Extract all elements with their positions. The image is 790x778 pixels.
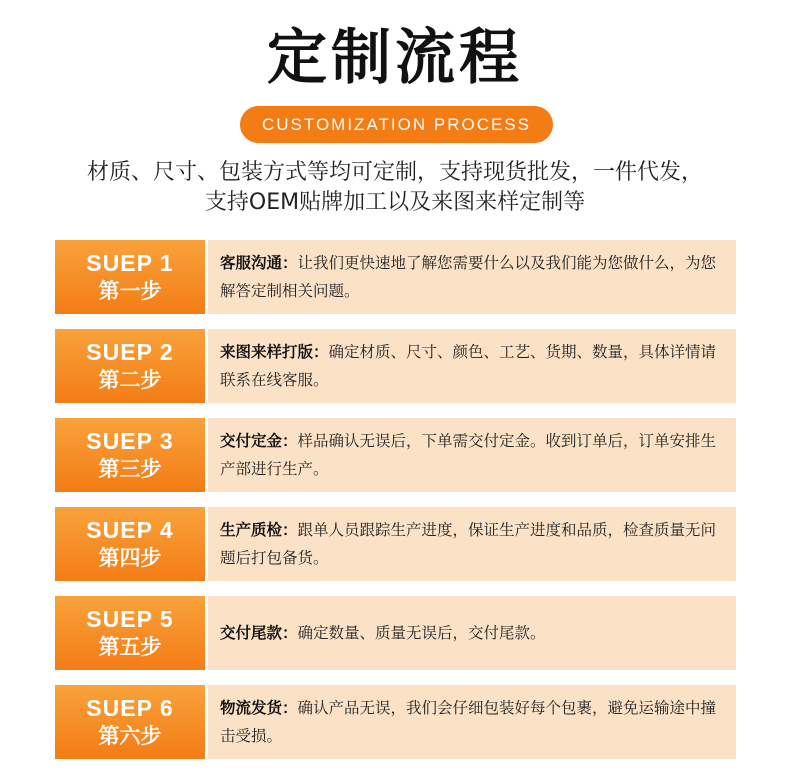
step-code: SUEP 5 — [86, 606, 174, 632]
step-name: 第四步 — [98, 546, 162, 570]
step-code: SUEP 6 — [86, 695, 174, 721]
step-name: 第二步 — [98, 368, 162, 392]
step-label — [55, 240, 205, 314]
step-heading: 生产质检： — [220, 521, 298, 539]
step-description — [208, 418, 736, 492]
step-text: 样品确认无误后，下单需交付定金。收到订单后，订单安排生产部进行生产。 — [220, 432, 717, 478]
step-heading: 交付定金： — [220, 432, 298, 450]
step-name: 第六步 — [98, 724, 162, 748]
step-5 — [55, 596, 736, 670]
step-code: SUEP 2 — [86, 339, 174, 365]
step-text: 跟单人员跟踪生产进度，保证生产进度和品质，检查质量无问题后打包备货。 — [220, 521, 717, 567]
subtitle-badge: CUSTOMIZATION PROCESS — [240, 106, 553, 143]
step-name: 第五步 — [98, 635, 162, 659]
step-heading: 来图来样打版： — [220, 343, 329, 361]
step-description — [208, 507, 736, 581]
step-heading: 交付尾款： — [220, 624, 298, 642]
step-description — [208, 596, 736, 670]
step-heading: 物流发货： — [220, 699, 298, 717]
step-text: 确定材质、尺寸、颜色、工艺、货期、数量，具体详情请联系在线客服。 — [220, 343, 717, 389]
step-4 — [55, 507, 736, 581]
step-name: 第三步 — [98, 457, 162, 481]
step-text: 确认产品无误，我们会仔细包装好每个包裹，避免运输途中撞击受损。 — [220, 699, 717, 745]
step-description — [208, 329, 736, 403]
step-text: 确定数量、质量无误后，交付尾款。 — [297, 624, 546, 642]
page-title: 定制流程 — [267, 23, 523, 93]
step-text: 让我们更快速地了解您需要什么以及我们能为您做什么，为您解答定制相关问题。 — [220, 254, 717, 300]
step-label — [55, 507, 205, 581]
step-code: SUEP 4 — [86, 517, 174, 543]
step-code: SUEP 3 — [86, 428, 174, 454]
intro-line-1: 材质、尺寸、包装方式等均可定制，支持现货批发，一件代发， — [86, 160, 703, 185]
intro-line-2: 支持OEM贴牌加工以及来图来样定制等 — [204, 190, 586, 215]
step-3 — [55, 418, 736, 492]
step-description — [208, 685, 736, 759]
step-label — [55, 418, 205, 492]
step-2 — [55, 329, 736, 403]
step-label — [55, 329, 205, 403]
step-description — [208, 240, 736, 314]
step-name: 第一步 — [98, 279, 162, 303]
step-6 — [55, 685, 736, 759]
step-heading: 客服沟通： — [220, 254, 298, 272]
step-label — [55, 596, 205, 670]
steps-list — [55, 240, 736, 774]
step-1 — [55, 240, 736, 314]
step-code: SUEP 1 — [86, 250, 174, 276]
step-label — [55, 685, 205, 759]
